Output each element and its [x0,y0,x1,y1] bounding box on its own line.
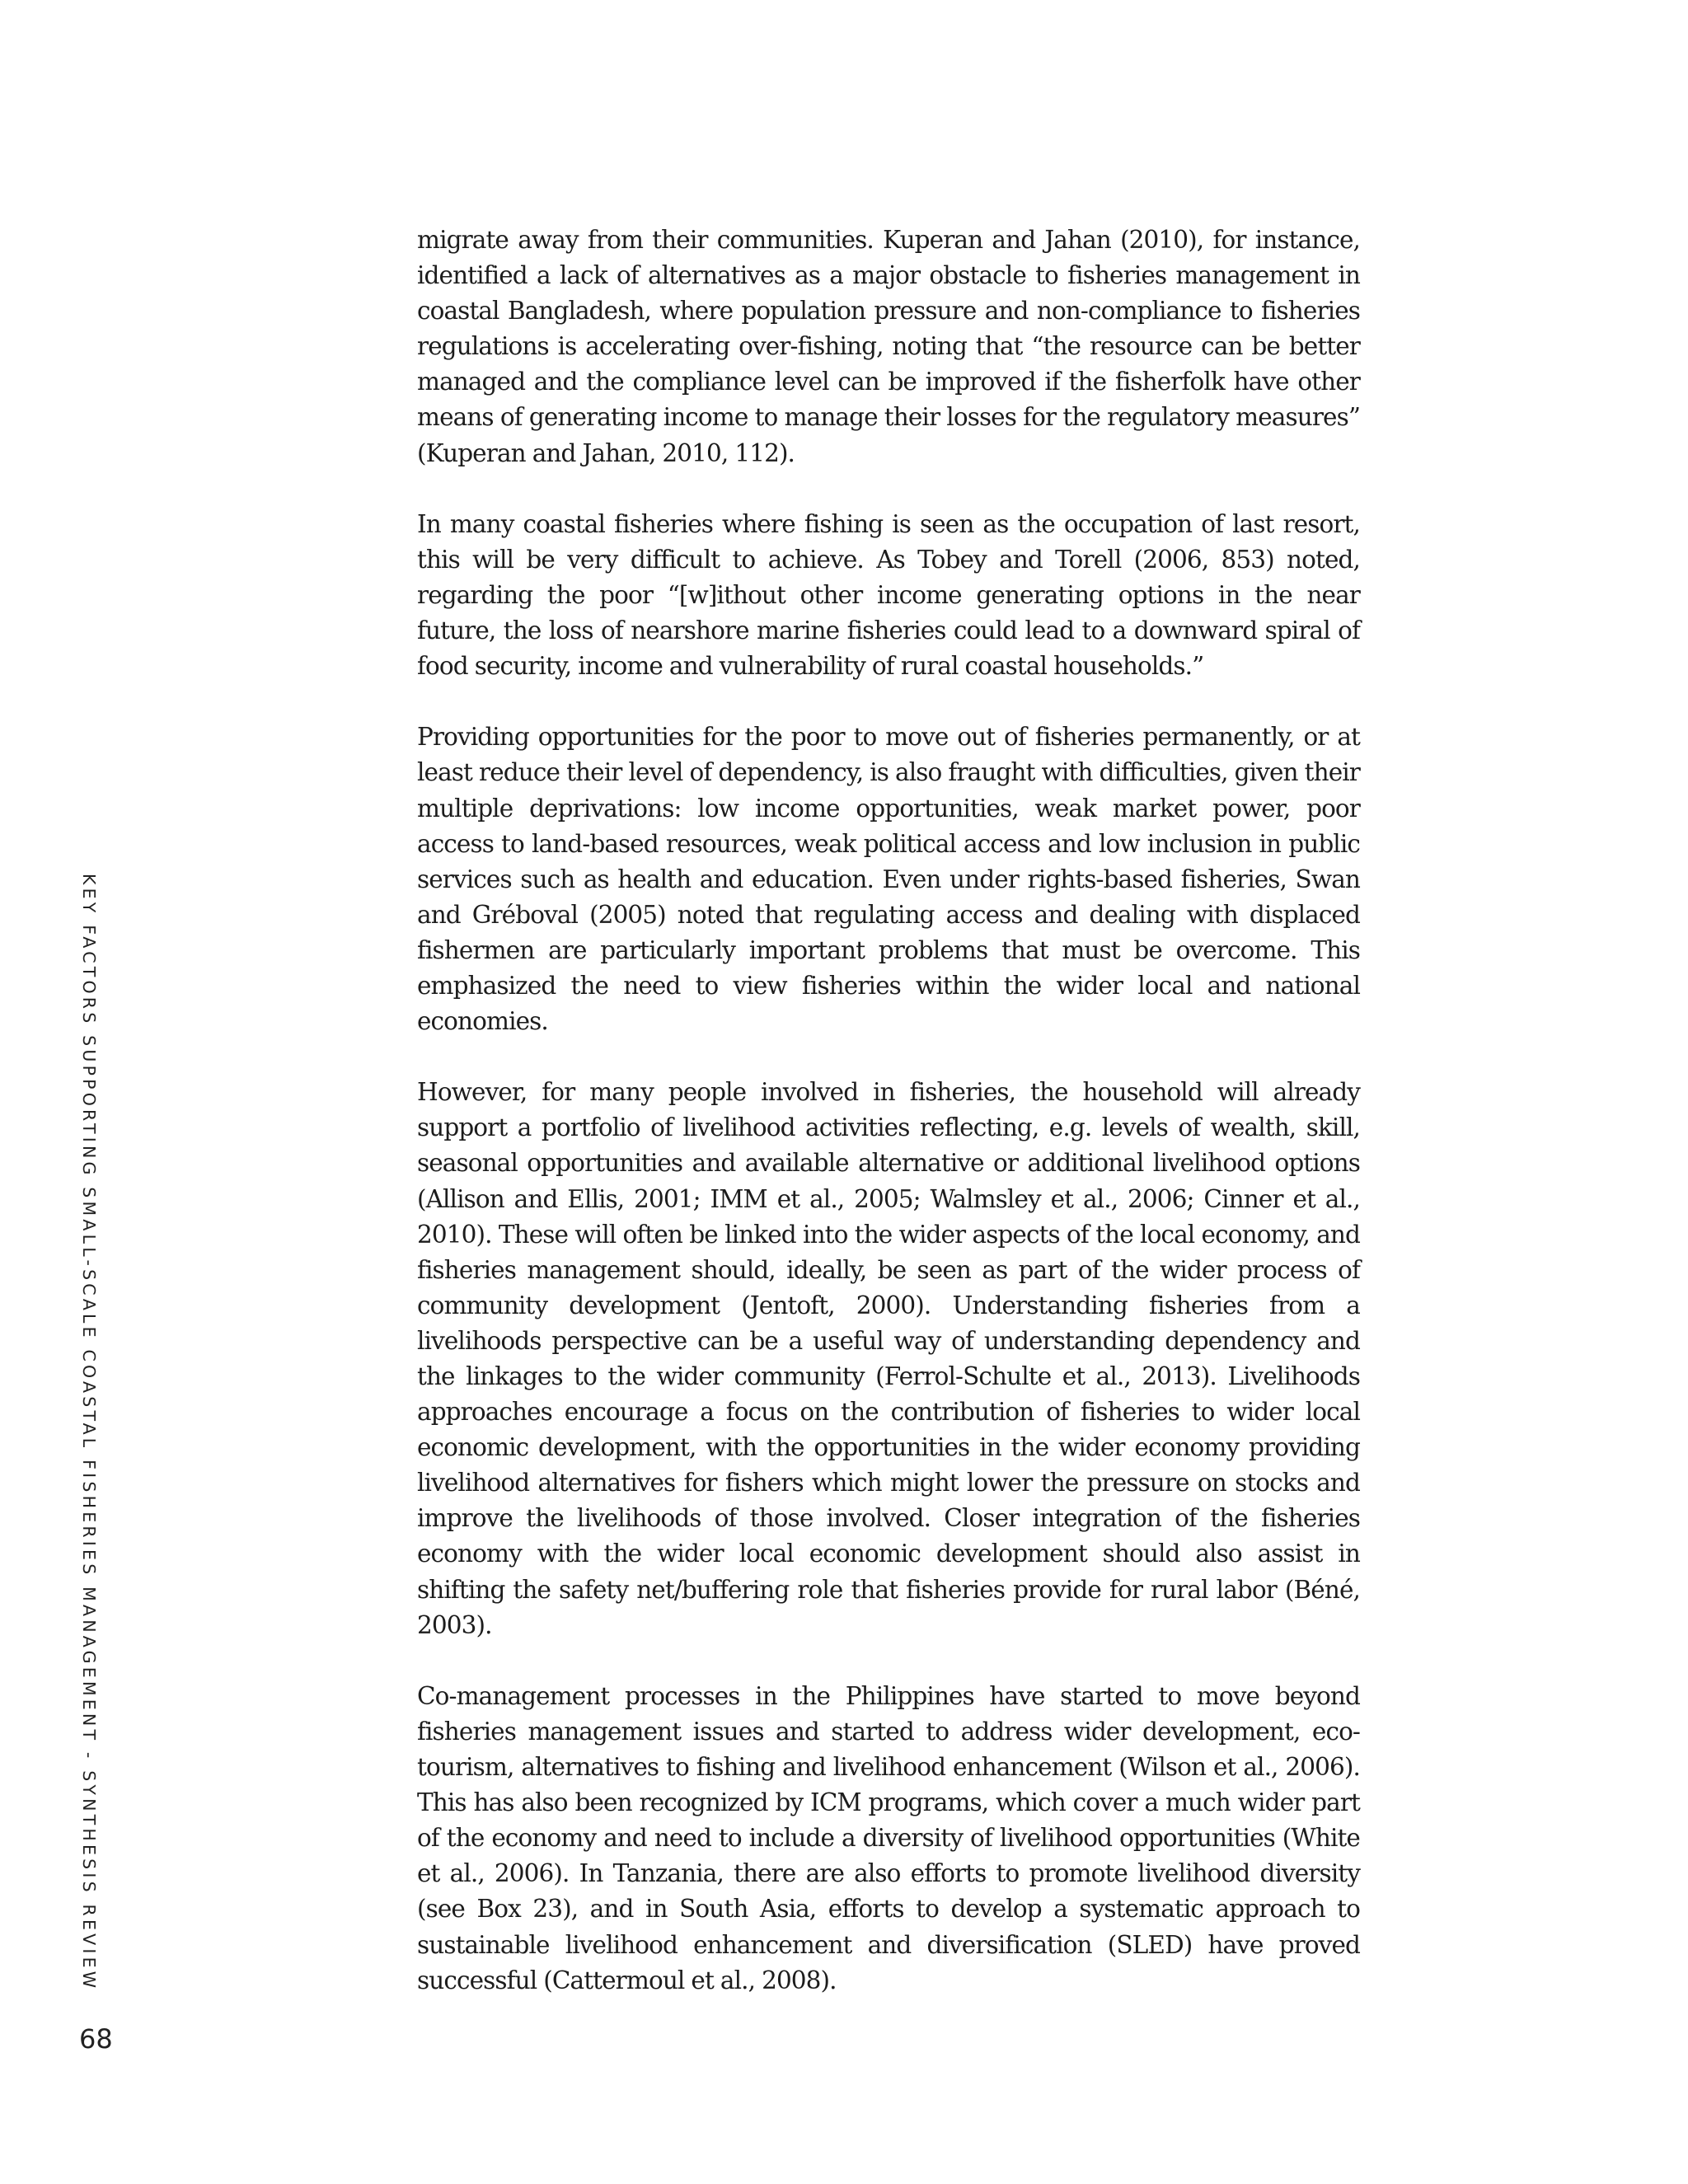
paragraph-2: In many coastal fisheries where fishing is seen as the occupation of last resort, this will be very difficult to achieve. As Tobey and Torell (2006, 853) noted, regarding the poor “[w]ithout other income generating options in the near future, the loss of nearshore marine fisheries could lead to a downward spiral of food security, income and vulnerability of rural coastal households.” [417,509,1360,681]
body-text [417,223,1360,1999]
paragraph-4: However, for many people involved in fisheries, the household will already support a portfolio of livelihood activities reflecting, e.g. levels of wealth, skill, seasonal opportunities and available alternative or additional livelihood options (Allison and Ellis, 2001; IMM et al., 2005; Walmsley et al., 2006; Cinner et al., 2010). These will often be linked into the wider aspects of the local economy, and fisheries management should, ideally, be seen as part of the wider process of community development (Jentoft, 2000). Understanding fisheries from a livelihoods perspective can be a useful way of understanding dependency and the linkages to the wider community (Ferrol-Schulte et al., 2013). Livelihoods approaches encourage a focus on the contribution of fisheries to wider local economic development, with the opportunities in the wider economy providing livelihood alternatives for fishers which might lower the pressure on stocks and improve the livelihoods of those involved. Closer integration of the fisheries economy with the wider local economic development should also assist in shifting the safety net/buffering role that fisheries provide for rural labor (Béné, 2003). [417,1078,1360,1639]
paragraph-5: Co-management processes in the Philippines have started to move beyond fisheries management issues and started to address wider development, eco-tourism, alternatives to fishing and livelihood enhancement (Wilson et al., 2006). This has also been recognized by ICM programs, which cover a much wider part of the economy and need to include a diversity of livelihood opportunities (White et al., 2006). In Tanzania, there are also efforts to promote livelihood diversity (see Box 23), and in South Asia, efforts to develop a systematic approach to sustainable livelihood enhancement and diversification (SLED) have proved successful (Cattermoul et al., 2008). [417,1681,1360,1994]
running-side-title: KEY FACTORS SUPPORTING SMALL-SCALE COASTAL FISHERIES MANAGEMENT - SYNTHESIS REVIEW [79,874,99,1992]
page-number: 68 [79,2023,113,2055]
paragraph-3: Providing opportunities for the poor to move out of fisheries permanently, or at least reduce their level of dependency, is also fraught with difficulties, given their multiple deprivations: low income opportunities, weak market power, poor access to land-based resources, weak political access and low inclusion in public services such as health and education. Even under rights-based fisheries, Swan and Gréboval (2005) noted that regulating access and dealing with displaced fishermen are particularly important problems that must be overcome. This emphasized the need to view fisheries within the wider local and national economies. [417,723,1360,1036]
paragraph-1: migrate away from their communities. Kuperan and Jahan (2010), for instance, identified a lack of alternatives as a major obstacle to fisheries management in coastal Bangladesh, where population pressure and non-compliance to fisheries regulations is accelerating over-fishing, noting that “the resource can be better managed and the compliance level can be improved if the fisherfolk have other means of generating income to manage their losses for the regulatory measures” (Kuperan and Jahan, 2010, 112). [417,226,1360,467]
